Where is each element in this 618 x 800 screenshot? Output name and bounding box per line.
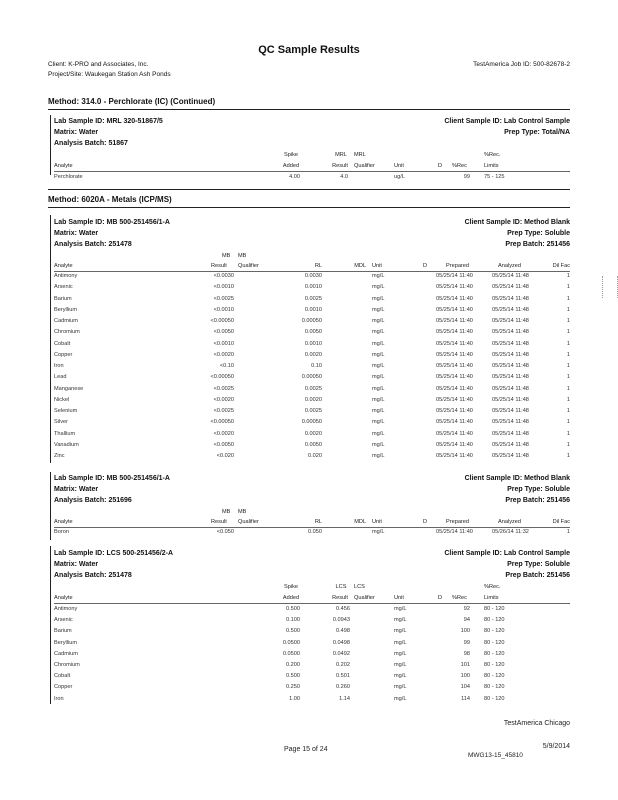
- analyte: Barium: [54, 628, 72, 635]
- col-header: Dil Fac: [552, 519, 570, 525]
- result: <0.0020: [213, 396, 234, 403]
- client-line: Client: K-PRO and Associates, Inc.: [48, 61, 149, 68]
- analyte: Iron: [54, 363, 64, 369]
- prep-type: Prep Type: Soluble: [507, 561, 570, 568]
- analyte: Cobalt: [54, 673, 71, 680]
- col-header: MB: [238, 253, 247, 259]
- dil-fac: 1: [566, 306, 570, 313]
- result: 1.14: [339, 695, 350, 702]
- analysis-batch: Analysis Batch: 251478: [54, 572, 132, 579]
- col-header: MDL: [354, 263, 366, 269]
- col-header: %Rec.: [484, 584, 501, 590]
- rl: 0.020: [308, 453, 322, 459]
- prep-type: Prep Type: Soluble: [507, 230, 570, 237]
- rec: 100: [460, 628, 470, 635]
- added: 0.250: [286, 684, 300, 691]
- rl: 0.0030: [304, 273, 322, 279]
- analyzed: 05/25/14 11:48: [492, 385, 529, 392]
- col-header: Result: [211, 519, 227, 525]
- rl: 0.0025: [304, 408, 322, 414]
- analyte: Chromium: [54, 329, 80, 336]
- unit: mg/L: [372, 318, 385, 324]
- limits: 80 - 120: [484, 695, 505, 702]
- unit: mg/L: [394, 673, 407, 680]
- unit: mg/L: [372, 453, 385, 459]
- col-header: Qualifier: [354, 163, 375, 169]
- col-header: Added: [282, 595, 300, 601]
- client-sample-id: Client Sample ID: Method Blank: [464, 475, 570, 482]
- rl: 0.00050: [301, 419, 322, 426]
- analyte: Arsenic: [54, 284, 73, 291]
- result: <0.0030: [213, 273, 234, 279]
- unit: mg/L: [372, 441, 385, 448]
- col-header: %Rec.: [484, 152, 501, 158]
- result: <0.0010: [213, 340, 234, 347]
- dil-fac: 1: [566, 453, 570, 459]
- result: <0.0020: [213, 351, 234, 358]
- prepared: 05/25/14 11:40: [436, 363, 473, 369]
- analyte: Antimony: [54, 273, 78, 279]
- prepared: 05/25/14 11:40: [436, 441, 473, 448]
- analysis-batch: Analysis Batch: 251478: [54, 241, 132, 248]
- result: <0.0010: [213, 284, 234, 291]
- analyzed: 05/25/14 11:48: [492, 441, 529, 448]
- unit: mg/L: [394, 695, 407, 702]
- col-header: LCS: [335, 584, 347, 590]
- analyzed: 05/26/14 11:32: [492, 529, 529, 535]
- dil-fac: 1: [566, 295, 570, 302]
- lab-sample-id: Lab Sample ID: MB 500-251456/1-A: [54, 219, 170, 226]
- analyte: Lead: [54, 374, 67, 381]
- limits: 75 - 125: [484, 174, 505, 180]
- prepared: 05/25/14 11:40: [436, 453, 473, 459]
- col-header: Spike: [284, 152, 298, 158]
- method-rule: [48, 189, 570, 190]
- unit: mg/L: [394, 662, 407, 668]
- analyte: Arsenic: [54, 617, 73, 624]
- unit: mg/L: [372, 430, 385, 437]
- limits: 80 - 120: [484, 606, 505, 612]
- rl: 0.050: [308, 529, 322, 535]
- col-header: D: [423, 263, 428, 269]
- analyzed: 05/25/14 11:48: [492, 306, 529, 313]
- dil-fac: 1: [566, 340, 570, 347]
- limits: 80 - 120: [484, 673, 505, 680]
- result: <0.0025: [213, 295, 234, 302]
- page-title: QC Sample Results: [258, 44, 360, 56]
- prepared: 05/25/14 11:40: [436, 351, 473, 358]
- limits: 80 - 120: [484, 617, 505, 624]
- analysis-batch: Analysis Batch: 51867: [54, 140, 128, 147]
- unit: mg/L: [372, 529, 385, 535]
- analyte: Beryllium: [54, 639, 78, 646]
- unit: mg/L: [372, 396, 385, 403]
- unit: mg/L: [372, 408, 385, 414]
- footer-doc-id: MWG13-15_45810: [468, 752, 523, 759]
- block-bar: [50, 215, 51, 463]
- result: <0.00050: [210, 318, 234, 324]
- result: <0.0020: [213, 430, 234, 437]
- analyzed: 05/25/14 11:48: [492, 430, 529, 437]
- result: <0.050: [216, 529, 234, 535]
- col-header: Analyzed: [498, 519, 522, 525]
- dil-fac: 1: [566, 419, 570, 426]
- col-header-analyte: Analyte: [54, 595, 73, 601]
- col-header: Spike: [284, 584, 298, 590]
- rl: 0.0010: [304, 340, 322, 347]
- col-header: %Rec: [452, 163, 467, 169]
- unit: mg/L: [394, 639, 407, 646]
- matrix: Matrix: Water: [54, 129, 99, 136]
- client-sample-id: Client Sample ID: Method Blank: [464, 219, 570, 226]
- col-header: D: [423, 519, 428, 525]
- unit: mg/L: [394, 684, 407, 691]
- result: 0.501: [336, 673, 350, 680]
- rec: 94: [463, 617, 470, 624]
- analyte: Thallium: [54, 430, 76, 437]
- project-line: Project/Site: Waukegan Station Ash Ponds: [48, 71, 171, 78]
- col-header: Qualifier: [238, 263, 259, 269]
- analyte: Cadmium: [54, 650, 78, 657]
- col-header: MB: [222, 509, 231, 515]
- limits: 80 - 120: [484, 650, 505, 657]
- rl: 0.0050: [304, 441, 322, 448]
- dil-fac: 1: [566, 385, 570, 392]
- matrix: Matrix: Water: [54, 486, 99, 493]
- dil-fac: 1: [566, 273, 570, 279]
- analyte: Nickel: [54, 396, 70, 403]
- analyzed: 05/25/14 11:48: [492, 295, 529, 302]
- col-header: Qualifier: [354, 595, 375, 601]
- rl: 0.0025: [304, 295, 322, 302]
- col-header: LCS: [354, 584, 365, 590]
- col-header: Unit: [394, 595, 404, 601]
- result: 0.0492: [332, 650, 350, 657]
- analyte: Copper: [54, 684, 73, 691]
- dil-fac: 1: [566, 318, 570, 324]
- unit: mg/L: [372, 351, 385, 358]
- analyte: Cadmium: [54, 318, 78, 324]
- prep-batch: Prep Batch: 251456: [505, 572, 570, 579]
- prepared: 05/25/14 11:40: [436, 430, 473, 437]
- analyte: Beryllium: [54, 306, 78, 313]
- analyte: Manganese: [54, 385, 84, 392]
- rl: 0.0020: [304, 351, 322, 358]
- col-header: Qualifier: [238, 519, 259, 525]
- lab-sample-id: Lab Sample ID: MRL 320-51867/5: [54, 118, 163, 125]
- analyte: Vanadium: [54, 441, 79, 448]
- lab-sample-id: Lab Sample ID: LCS 500-251456/2-A: [54, 550, 174, 557]
- prepared: 05/25/14 11:40: [436, 374, 473, 381]
- result: <0.00050: [210, 374, 234, 381]
- dil-fac: 1: [566, 441, 570, 448]
- rl: 0.00050: [301, 318, 322, 324]
- rl: 0.00050: [301, 374, 322, 381]
- rec: 98: [463, 650, 470, 657]
- analyte: Barium: [54, 295, 72, 302]
- rec: 114: [461, 695, 470, 702]
- lab-sample-id: Lab Sample ID: MB 500-251456/1-A: [54, 475, 170, 482]
- result: 0.456: [336, 606, 350, 612]
- added: 0.0500: [282, 650, 300, 657]
- unit: mg/L: [372, 295, 385, 302]
- rec: 100: [460, 673, 470, 680]
- method-314-rule: [48, 109, 570, 110]
- col-header: MB: [222, 253, 231, 259]
- client-sample-id: Client Sample ID: Lab Control Sample: [444, 550, 570, 557]
- unit: mg/L: [372, 306, 385, 313]
- prepared: 05/25/14 11:40: [436, 284, 473, 291]
- prep-batch: Prep Batch: 251456: [505, 241, 570, 248]
- col-header: Result: [332, 163, 348, 169]
- block-bar: [50, 115, 51, 175]
- prepared: 05/25/14 11:40: [436, 385, 473, 392]
- result: <0.00050: [210, 419, 234, 426]
- prepared: 05/25/14 11:40: [436, 419, 473, 426]
- block-bar: [50, 472, 51, 540]
- col-header-analyte: Analyte: [54, 519, 73, 525]
- prepared: 05/25/14 11:40: [436, 295, 473, 302]
- analysis-batch: Analysis Batch: 251696: [54, 497, 132, 504]
- header-rule: [54, 271, 570, 272]
- method-6020a-title: Method: 6020A - Metals (ICP/MS): [48, 195, 172, 204]
- dil-fac: 1: [566, 430, 570, 437]
- analyzed: 05/25/14 11:48: [492, 374, 529, 381]
- analyte: Selenium: [54, 408, 78, 414]
- analyzed: 05/25/14 11:48: [492, 408, 529, 414]
- header-rule: [54, 171, 570, 172]
- prepared: 05/25/14 11:40: [436, 396, 473, 403]
- analyte: Zinc: [54, 453, 65, 459]
- dil-fac: 1: [566, 396, 570, 403]
- result: 0.0498: [332, 639, 350, 646]
- limits: 80 - 120: [484, 639, 505, 646]
- prepared: 05/25/14 11:40: [436, 408, 473, 414]
- header-rule: [54, 527, 570, 528]
- dil-fac: 1: [566, 363, 570, 369]
- rec: 101: [460, 662, 470, 668]
- col-header: %Rec: [452, 595, 467, 601]
- footer-page: Page 15 of 24: [284, 746, 328, 753]
- analyte: Copper: [54, 351, 73, 358]
- rl: 0.0020: [304, 430, 322, 437]
- added: 0.100: [286, 617, 300, 624]
- analyzed: 05/25/14 11:48: [492, 351, 529, 358]
- result: <0.0050: [213, 329, 234, 336]
- rec: 104: [460, 684, 470, 691]
- col-header: Unit: [372, 263, 382, 269]
- analyzed: 05/25/14 11:48: [492, 284, 529, 291]
- rl: 0.0025: [304, 385, 322, 392]
- result: 0.0943: [332, 617, 350, 624]
- prepared: 05/25/14 11:40: [436, 329, 473, 336]
- unit: mg/L: [372, 329, 385, 336]
- rec: 99: [463, 174, 470, 180]
- unit: mg/L: [394, 650, 407, 657]
- client-sample-id: Client Sample ID: Lab Control Sample: [444, 118, 570, 125]
- rl: 0.0020: [304, 396, 322, 403]
- unit: ug/L: [394, 174, 405, 180]
- unit: mg/L: [372, 419, 385, 426]
- analyzed: 05/25/14 11:48: [492, 419, 529, 426]
- unit: mg/L: [372, 284, 385, 291]
- rl: 0.10: [311, 363, 322, 369]
- rec: 92: [463, 606, 470, 612]
- prep-type: Prep Type: Total/NA: [504, 129, 570, 136]
- block-bar: [50, 546, 51, 704]
- matrix: Matrix: Water: [54, 561, 99, 568]
- col-header: Unit: [394, 163, 404, 169]
- result: <0.0025: [213, 408, 234, 414]
- limits: 80 - 120: [484, 684, 505, 691]
- analyzed: 05/25/14 11:48: [492, 363, 529, 369]
- result: 0.260: [336, 684, 350, 691]
- added: 0.500: [286, 673, 300, 680]
- col-header: Result: [332, 595, 348, 601]
- prepared: 05/25/14 11:40: [436, 318, 473, 324]
- col-header: MDL: [354, 519, 366, 525]
- col-header: Unit: [372, 519, 382, 525]
- prep-type: Prep Type: Soluble: [507, 486, 570, 493]
- unit: mg/L: [372, 385, 385, 392]
- unit: mg/L: [372, 273, 385, 279]
- col-header: Dil Fac: [552, 263, 570, 269]
- col-header: D: [438, 163, 443, 169]
- dil-fac: 1: [566, 408, 570, 414]
- analyte: Iron: [54, 695, 64, 702]
- col-header: MRL: [335, 152, 347, 158]
- col-header: RL: [314, 519, 322, 525]
- result: 0.202: [336, 662, 350, 668]
- unit: mg/L: [372, 340, 385, 347]
- rl: 0.0010: [304, 284, 322, 291]
- scan-artifact: [602, 276, 618, 298]
- col-header: RL: [314, 263, 322, 269]
- method-6020a-rule: [48, 207, 570, 208]
- dil-fac: 1: [566, 284, 570, 291]
- prep-batch: Prep Batch: 251456: [505, 497, 570, 504]
- matrix: Matrix: Water: [54, 230, 99, 237]
- unit: mg/L: [394, 606, 407, 612]
- result: <0.0010: [213, 306, 234, 313]
- analyzed: 05/25/14 11:48: [492, 318, 529, 324]
- col-header: Limits: [484, 595, 499, 601]
- col-header: MB: [238, 509, 247, 515]
- analyzed: 05/25/14 11:48: [492, 396, 529, 403]
- added: 0.500: [286, 628, 300, 635]
- added: 0.500: [286, 606, 300, 612]
- col-header: Limits: [484, 163, 499, 169]
- footer-date: 5/9/2014: [542, 743, 570, 750]
- col-header: Analyzed: [498, 263, 522, 269]
- rl: 0.0010: [304, 306, 322, 313]
- result: <0.020: [216, 453, 234, 459]
- unit: mg/L: [372, 374, 385, 381]
- dil-fac: 1: [566, 529, 570, 535]
- analyzed: 05/25/14 11:48: [492, 273, 529, 279]
- result: <0.10: [219, 363, 234, 369]
- added: 0.0500: [282, 639, 300, 646]
- limits: 80 - 120: [484, 662, 505, 668]
- unit: mg/L: [394, 628, 407, 635]
- unit: mg/L: [372, 363, 385, 369]
- analyte: Chromium: [54, 662, 80, 668]
- analyte: Antimony: [54, 606, 78, 612]
- result: 0.498: [336, 628, 350, 635]
- col-header: Prepared: [446, 263, 470, 269]
- header-rule: [54, 603, 570, 604]
- unit: mg/L: [394, 617, 407, 624]
- col-header: Result: [211, 263, 227, 269]
- analyte: Cobalt: [54, 340, 71, 347]
- result: <0.0050: [213, 441, 234, 448]
- rec: 99: [463, 639, 470, 646]
- analyzed: 05/25/14 11:48: [492, 329, 529, 336]
- method-314-title: Method: 314.0 - Perchlorate (IC) (Continued): [48, 97, 216, 106]
- limits: 80 - 120: [484, 628, 505, 635]
- analyzed: 05/25/14 11:48: [492, 453, 529, 459]
- analyte: Silver: [54, 419, 68, 426]
- added: 4.00: [289, 174, 300, 180]
- col-header-analyte: Analyte: [54, 163, 73, 169]
- col-header-analyte: Analyte: [54, 263, 73, 269]
- added: 1.00: [289, 695, 300, 702]
- dil-fac: 1: [566, 329, 570, 336]
- prepared: 05/25/14 11:40: [436, 306, 473, 313]
- analyte: Perchlorate: [54, 174, 83, 180]
- col-header: Prepared: [446, 519, 470, 525]
- prepared: 05/25/14 11:40: [436, 529, 473, 535]
- added: 0.200: [286, 662, 300, 668]
- analyzed: 05/25/14 11:48: [492, 340, 529, 347]
- job-id: TestAmerica Job ID: 500-82678-2: [473, 61, 570, 68]
- footer-lab: TestAmerica Chicago: [503, 720, 570, 727]
- col-header: MRL: [354, 152, 366, 158]
- col-header: D: [438, 595, 443, 601]
- result: <0.0025: [213, 385, 234, 392]
- prepared: 05/25/14 11:40: [436, 273, 473, 279]
- prepared: 05/25/14 11:40: [436, 340, 473, 347]
- rl: 0.0050: [304, 329, 322, 336]
- dil-fac: 1: [566, 374, 570, 381]
- result: 4.0: [340, 174, 348, 180]
- analyte: Boron: [54, 529, 69, 535]
- dil-fac: 1: [566, 351, 570, 358]
- col-header: Added: [282, 163, 300, 169]
